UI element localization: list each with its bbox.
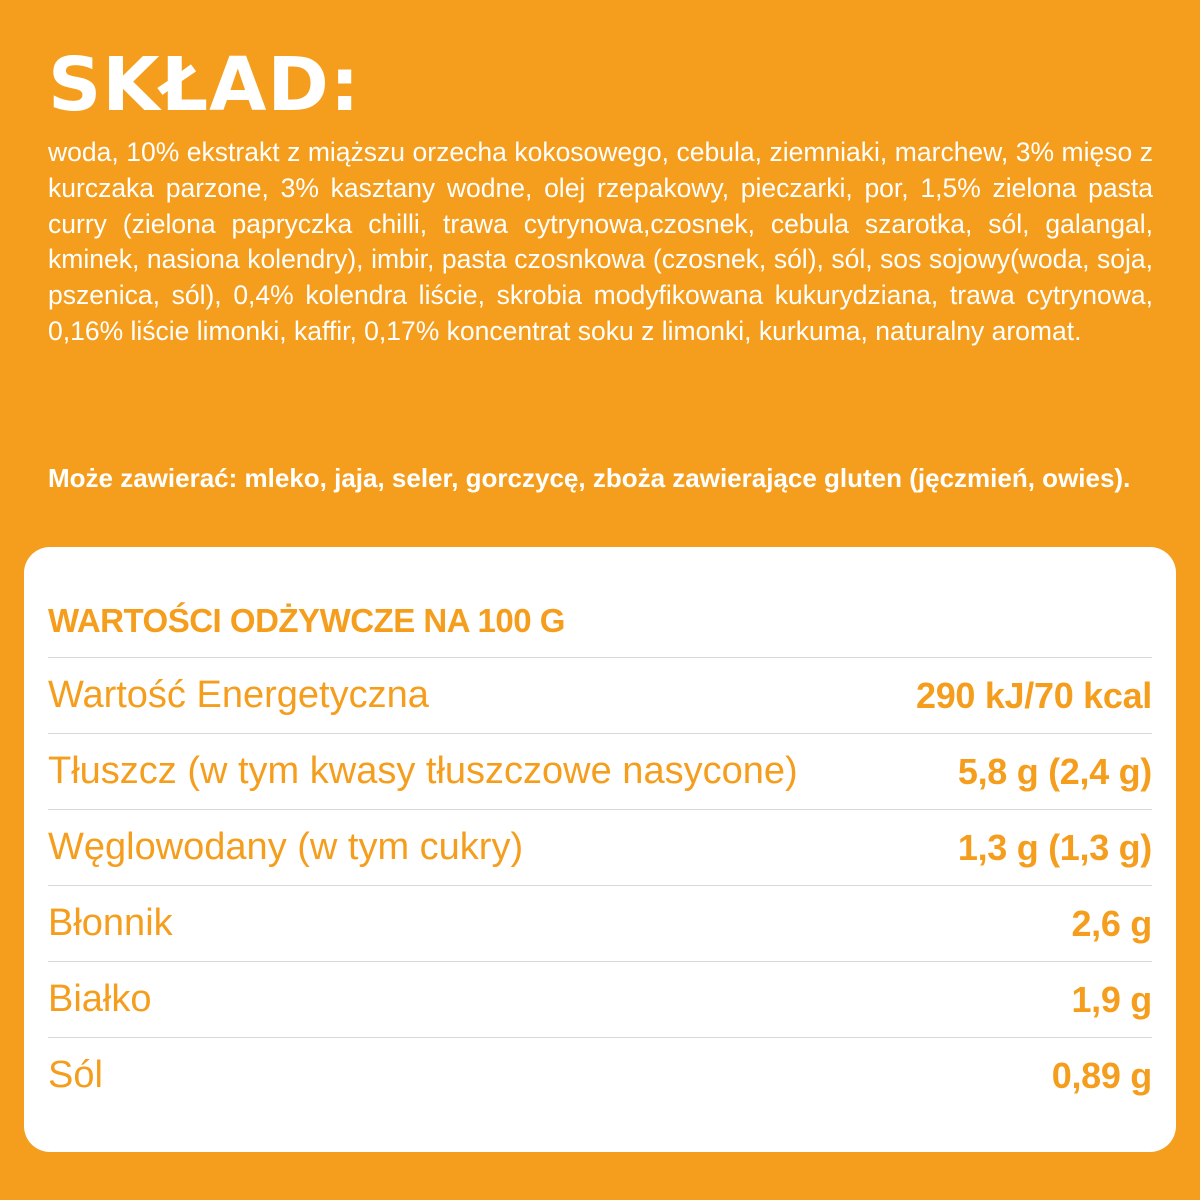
allergens-text: Może zawierać: mleko, jaja, seler, gorczycę, zboża zawierające gluten (jęczmień, owies).: [48, 463, 1131, 493]
nutrition-value: 1,9 g: [1071, 978, 1152, 1020]
nutrition-label: Sól: [48, 1054, 103, 1096]
nutrition-row-energy: [48, 657, 1152, 733]
nutrition-label: Białko: [48, 978, 152, 1020]
nutrition-value: 0,89 g: [1051, 1054, 1152, 1096]
nutrition-row-carbs: [48, 809, 1152, 885]
nutrition-table: [48, 657, 1152, 1113]
nutrition-value: 2,6 g: [1071, 902, 1152, 944]
nutrition-title: WARTOŚCI ODŻYWCZE NA 100 G: [48, 602, 565, 639]
nutrition-label: Tłuszcz (w tym kwasy tłuszczowe nasycone): [48, 750, 798, 792]
nutrition-label: Węglowodany (w tym cukry): [48, 826, 524, 868]
nutrition-card: [24, 547, 1176, 1152]
nutrition-value: 5,8 g (2,4 g): [957, 750, 1152, 792]
nutrition-label: Wartość Energetyczna: [48, 674, 429, 716]
nutrition-value: 1,3 g (1,3 g): [957, 826, 1152, 868]
nutrition-label: Błonnik: [48, 902, 173, 944]
nutrition-value: 290 kJ/70 kcal: [915, 674, 1152, 716]
nutrition-row-salt: [48, 1037, 1152, 1113]
ingredients-heading: SKŁAD:: [48, 42, 361, 128]
nutrition-row-protein: [48, 961, 1152, 1037]
ingredients-text: woda, 10% ekstrakt z miąższu orzecha kokosowego, cebula, ziemniaki, marchew, 3% mięso z kurczaka parzone, 3% kasztany wodne, olej rzepakowy, pieczarki, por, 1,5% zielona pasta curry (zielona papryczka chilli, trawa cytrynowa,czosnek, cebula szarotka, sól, galangal, kminek, nasiona kolendry), imbir, pasta czosnkowa (czosnek, sól), sól, sos sojowy(woda, soja, pszenica, sól), 0,4% kolendra liście, skrobia modyfikowana kukurydziana, trawa cytrynowa, 0,16% liście limonki, kaffir, 0,17% koncentrat soku z limonki, kurkuma, naturalny aromat.: [48, 137, 1153, 346]
nutrition-row-fat: [48, 733, 1152, 809]
nutrition-row-fiber: [48, 885, 1152, 961]
